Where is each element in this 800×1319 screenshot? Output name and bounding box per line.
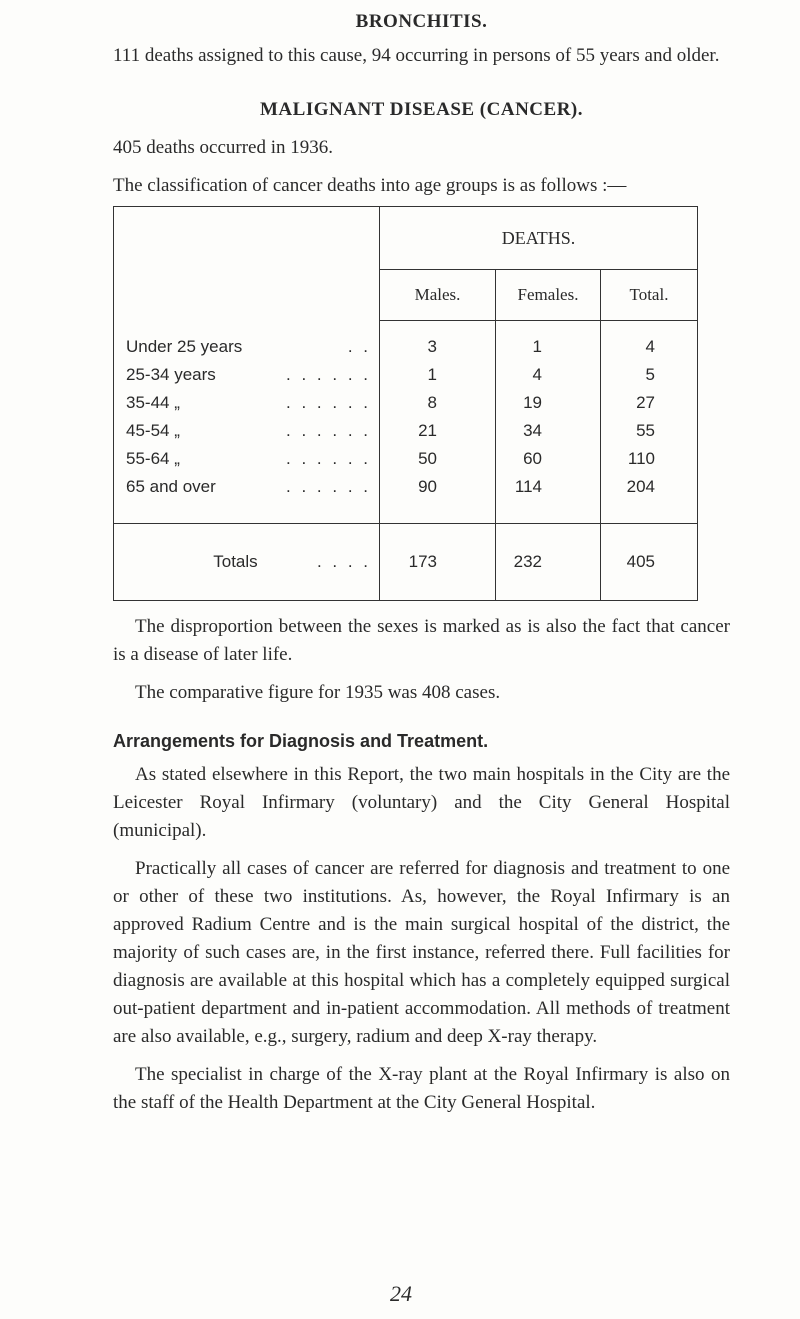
arrangements-heading: Arrangements for Diagnosis and Treatment. (113, 731, 489, 751)
table-row (114, 321, 698, 362)
females-cell: 114 (496, 473, 601, 524)
total-cell: 27 (601, 389, 698, 417)
leader-dots: . . . . . . (286, 449, 371, 468)
total-cell: 5 (601, 361, 698, 389)
total-cell: 4 (601, 321, 698, 362)
females-cell: 60 (496, 445, 601, 473)
table-row (114, 445, 698, 473)
leader-dots: . . . . . . (286, 477, 371, 496)
males-total: 173 (380, 524, 496, 601)
totals-row (114, 524, 698, 601)
page-number: 24 (390, 1281, 412, 1306)
males-cell: 90 (380, 473, 496, 524)
row-label: 35-44 „ (126, 393, 180, 412)
row-label: Under 25 years (126, 336, 243, 356)
bronchitis-heading: BRONCHITIS. (355, 11, 488, 32)
leader-dots: . . . . . . (286, 365, 371, 384)
females-cell: 1 (496, 321, 601, 362)
females-header: Females. (496, 270, 601, 321)
females-cell: 19 (496, 389, 601, 417)
table-row (114, 417, 698, 445)
cancer-age-table (113, 206, 698, 601)
leader-dots: . . . . (316, 552, 371, 571)
comparative-paragraph: The comparative figure for 1935 was 408 cases. (135, 682, 501, 703)
cancer-intro: The classification of cancer deaths into age groups is as follows :— (113, 175, 627, 196)
grand-total: 405 (601, 524, 698, 601)
table-row (114, 473, 698, 524)
row-label: 65 and over (126, 477, 216, 496)
females-cell: 4 (496, 361, 601, 389)
arrangements-paragraph-1: As stated elsewhere in this Report, the two main hospitals in the City are the Leicester Royal Infirmary (voluntary) and the City General Hospital (municipal). (113, 764, 730, 841)
leader-dots: . . . . . . (286, 421, 371, 440)
cancer-heading: MALIGNANT DISEASE (CANCER). (260, 99, 583, 120)
arrangements-paragraph-2: Practically all cases of cancer are referred for diagnosis and treatment to one or other of these two institutions. As, however, the Royal Infirmary is an approved Radium Centre and is the main surgical hospital of the district, the majority of such cases are, in the first instance, referred there. Full facilities for diagnosis are available at this hospital which has a completely equipped surgical out-patient department and in-patient accommodation. All methods of treatment are also available, e.g., surgery, radium and deep X-ray therapy. (113, 858, 730, 1047)
total-cell: 110 (601, 445, 698, 473)
cancer-deaths-text: 405 deaths occurred in 1936. (113, 137, 334, 158)
total-cell: 204 (601, 473, 698, 524)
males-cell: 21 (380, 417, 496, 445)
males-cell: 1 (380, 361, 496, 389)
leader-dots: . . . . . . (286, 393, 371, 412)
bronchitis-text: 111 deaths assigned to this cause, 94 occurring in persons of 55 years and older. (113, 45, 720, 66)
table-row (114, 361, 698, 389)
total-cell: 55 (601, 417, 698, 445)
males-cell: 3 (380, 321, 496, 362)
females-total: 232 (496, 524, 601, 601)
arrangements-paragraph-3: The specialist in charge of the X-ray plant at the Royal Infirmary is also on the staff of the Health Department at the City General Hospital. (113, 1064, 730, 1113)
row-label: 55-64 „ (126, 449, 180, 468)
totals-label: Totals (213, 552, 258, 571)
leader-dots: . . (347, 336, 371, 356)
males-cell: 8 (380, 389, 496, 417)
disproportion-paragraph: The disproportion between the sexes is marked as is also the fact that cancer is a disease of later life. (113, 616, 730, 665)
empty-header-cell (114, 207, 380, 321)
females-cell: 34 (496, 417, 601, 445)
table-row (114, 389, 698, 417)
row-label: 45-54 „ (126, 421, 180, 440)
row-label: 25-34 years (126, 365, 216, 384)
total-header: Total. (601, 270, 698, 321)
males-header: Males. (380, 270, 496, 321)
deaths-header: DEATHS. (380, 207, 698, 270)
males-cell: 50 (380, 445, 496, 473)
